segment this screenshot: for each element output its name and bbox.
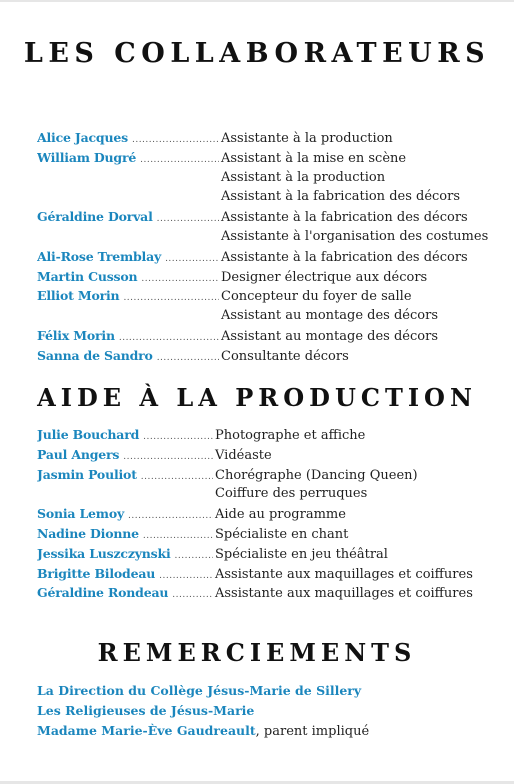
credit-role: Assistante à la fabrication des décors — [221, 249, 468, 265]
production-help-list — [37, 425, 510, 603]
thanks-line — [37, 681, 369, 701]
credit-role: Photographe et affiche — [215, 428, 366, 443]
credit-row — [37, 286, 510, 306]
credit-name — [37, 286, 221, 309]
credit-name-text: Géraldine Rondeau — [37, 585, 169, 601]
dot-leader — [172, 586, 213, 606]
credit-row — [37, 504, 510, 524]
credit-name-text: Ali-Rose Tremblay — [37, 248, 162, 264]
credit-name — [37, 465, 215, 488]
credit-role: Assistant à la production — [221, 169, 386, 185]
credit-row — [37, 128, 510, 148]
credit-row — [37, 207, 510, 227]
credit-name — [37, 346, 221, 369]
dot-leader — [141, 468, 213, 488]
credit-role: Assistante à la production — [221, 131, 393, 146]
credit-role: Assistante à l'organisation des costumes — [221, 228, 489, 244]
credit-row — [37, 465, 510, 485]
credit-name — [37, 583, 215, 606]
dot-leader — [157, 349, 219, 369]
thanks-line — [37, 701, 369, 721]
thanks-highlight: Madame Marie-Ève Gaudreault — [37, 722, 256, 738]
credit-name-text: Félix Morin — [37, 327, 115, 343]
credit-name-text: Brigitte Bilodeau — [37, 565, 156, 581]
credit-role: Aide au programme — [215, 507, 346, 523]
dot-leader — [157, 210, 219, 230]
credit-name-text: Nadine Dionne — [37, 525, 139, 541]
credit-role: Concepteur du foyer de salle — [221, 289, 412, 305]
section-title-thanks: REMERCIEMENTS — [97, 638, 417, 667]
credit-name-text: Martin Cusson — [37, 268, 138, 284]
credit-name-text: Jasmin Pouliot — [37, 466, 137, 482]
thanks-highlight: Les Religieuses de Jésus-Marie — [37, 702, 255, 718]
section-title-production-help: AIDE À LA PRODUCTION — [37, 383, 477, 412]
credit-role: Assistant au montage des décors — [221, 328, 438, 344]
credit-name-text: Jessika Luszczynski — [37, 545, 171, 561]
credit-role: Assistant à la mise en scène — [221, 150, 407, 166]
credit-role: Assistante à la fabrication des décors — [221, 210, 468, 226]
credit-role: Assistante aux maquillages et coiffures — [215, 586, 473, 602]
credit-role: Consultante décors — [221, 348, 349, 364]
credit-name-text: Sonia Lemoy — [37, 506, 125, 522]
thanks-rest: , parent impliqué — [255, 723, 370, 739]
credit-role: Assistante aux maquillages et coiffures — [215, 566, 473, 582]
thanks-highlight: La Direction du Collège Jésus-Marie de Sillery — [37, 683, 362, 698]
credit-name-text: Julie Bouchard — [37, 427, 140, 442]
credit-role: Spécialiste en chant — [215, 526, 349, 542]
credit-name-text: Géraldine Dorval — [37, 209, 153, 225]
collaborators-list — [37, 128, 510, 366]
credit-name-text: Elliot Morin — [37, 288, 120, 304]
credit-role: Designer électrique aux décors — [221, 269, 428, 285]
credit-row — [37, 445, 510, 465]
credit-row — [37, 583, 510, 603]
credit-row — [37, 148, 510, 168]
credit-name-text: Alice Jacques — [37, 130, 128, 145]
credit-role: Chorégraphe (Dancing Queen) — [215, 467, 418, 483]
credit-name — [37, 207, 221, 230]
credit-row — [37, 267, 510, 287]
credit-row — [37, 524, 510, 544]
credit-row — [37, 187, 510, 207]
credit-role: Assistant au montage des décors — [221, 308, 438, 324]
credit-role: Vidéaste — [215, 447, 272, 463]
credit-row — [37, 425, 510, 445]
thanks-list — [37, 681, 369, 740]
credit-name-text: William Dugré — [37, 149, 137, 165]
credit-role: Assistant à la fabrication des décors — [221, 189, 461, 205]
thanks-line — [37, 721, 369, 741]
credit-name-text: Sanna de Sandro — [37, 347, 153, 363]
credit-row — [37, 564, 510, 584]
dot-leader — [123, 289, 219, 309]
credit-name — [37, 148, 221, 171]
credit-row — [37, 346, 510, 366]
top-divider — [0, 0, 514, 2]
credit-role: Coiffure des perruques — [215, 486, 368, 502]
credit-row — [37, 247, 510, 267]
section-title-collaborators: LES COLLABORATEURS — [23, 38, 491, 69]
credit-row — [37, 326, 510, 346]
credit-row — [37, 544, 510, 564]
dot-leader — [140, 151, 219, 171]
credit-role: Spécialiste en jeu théâtral — [215, 546, 388, 562]
credit-name-text: Paul Angers — [37, 446, 120, 462]
